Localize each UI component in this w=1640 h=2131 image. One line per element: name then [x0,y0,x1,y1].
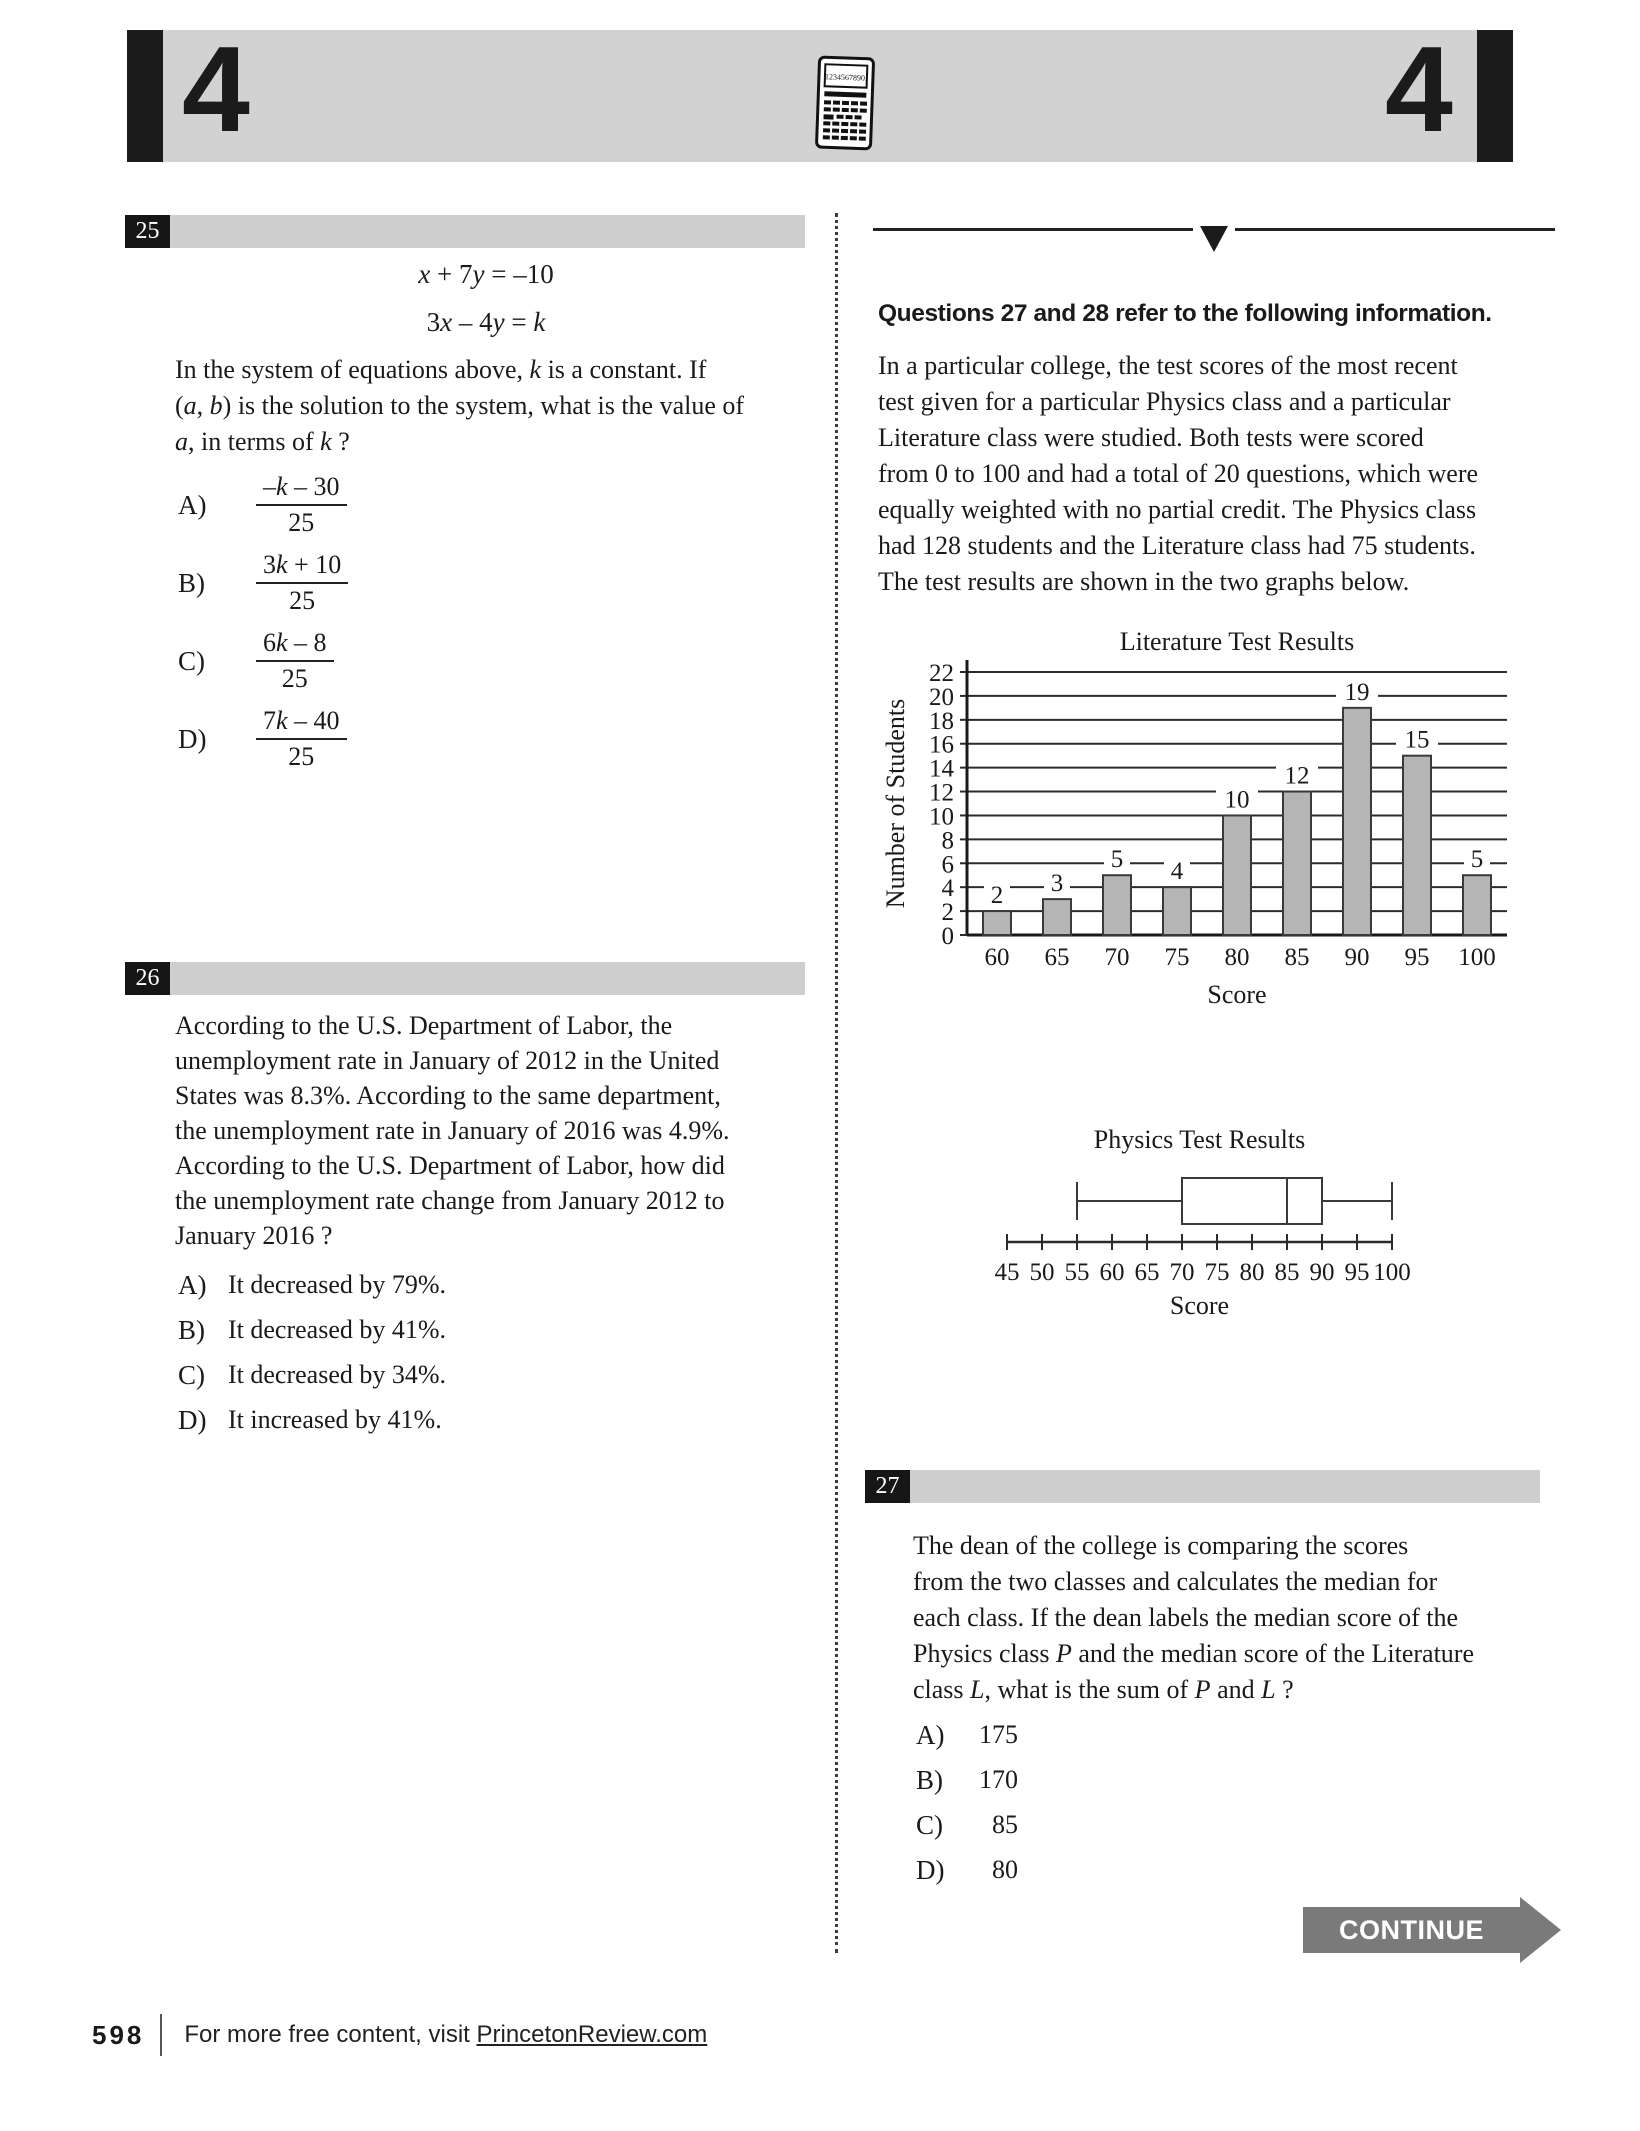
choice-26-a [178,1272,446,1298]
fraction-denominator: 25 [256,504,347,538]
svg-text:70: 70 [1169,1259,1195,1286]
fraction-numerator: –k – 30 [263,472,340,501]
info-block-heading: Questions 27 and 28 refer to the following information. [878,300,1492,327]
choice-27-b [916,1767,1018,1793]
choice-letter: B) [916,1765,943,1795]
choice-letter: C) [178,645,205,676]
fraction [256,472,347,538]
choice-letter: A) [916,1720,945,1750]
fraction [256,706,347,772]
svg-text:85: 85 [1274,1259,1300,1286]
svg-text:10: 10 [1224,786,1250,814]
column-divider [835,213,838,1953]
choice-26-d [178,1407,446,1433]
choice-25-b [178,550,348,616]
svg-text:45: 45 [994,1259,1020,1286]
svg-text:8: 8 [941,827,954,855]
svg-text:14: 14 [929,755,954,783]
fraction [256,550,348,616]
svg-text:16: 16 [929,731,954,759]
svg-text:Literature Test Results: Literature Test Results [1119,627,1355,656]
continue-label: CONTINUE [1303,1907,1520,1953]
choice-letter: C) [178,1360,205,1390]
question-25-equations [175,258,797,338]
question-26-number: 26 [125,962,170,995]
equation-1: x + 7y = –10 [418,259,554,289]
physics-test-results-boxplot [880,1112,1540,1332]
question-25-number: 25 [125,215,170,248]
question-27-choices [916,1722,1018,1902]
svg-text:4: 4 [1170,858,1184,886]
calculator-icon [813,55,878,153]
section-divider-arrow-icon [1200,226,1228,252]
literature-test-results-chart [880,612,1540,1015]
literature-chart-svg [880,612,1540,1010]
princeton-review-link[interactable]: PrincetonReview.com [476,2021,708,2048]
svg-text:Physics Test Results: Physics Test Results [1093,1125,1306,1154]
question-27-number: 27 [865,1470,910,1503]
choice-text: 170 [979,1765,1018,1794]
svg-text:95: 95 [1404,944,1430,971]
svg-text:Number of Students: Number of Students [881,698,910,909]
fraction-numerator: 3k + 10 [263,550,342,579]
header-right-black-bar [1477,30,1513,162]
svg-text:Score: Score [1207,980,1267,1009]
continue-button[interactable] [1303,1897,1560,1963]
svg-text:20: 20 [929,683,954,711]
svg-text:55: 55 [1064,1259,1090,1286]
question-27-header-bar [865,1470,1540,1503]
choice-letter: B) [178,567,205,598]
fraction-denominator: 25 [256,660,334,694]
choice-26-c [178,1362,446,1388]
choice-27-a [916,1722,1018,1748]
choice-text: It decreased by 34%. [228,1360,447,1389]
svg-text:90: 90 [1344,944,1370,971]
choice-27-c [916,1812,1018,1838]
choice-letter: D) [178,723,207,754]
svg-text:4: 4 [941,875,954,903]
choice-25-d [178,706,348,772]
question-25-header-bar [125,215,805,248]
section-rule-left [873,228,1193,231]
svg-text:65: 65 [1044,944,1070,971]
choice-text: It decreased by 41%. [228,1315,447,1344]
svg-text:19: 19 [1344,678,1370,706]
footer-text-prefix: For more free content, visit [184,2021,477,2048]
choice-letter: A) [178,1270,207,1300]
fraction [256,628,334,694]
svg-text:15: 15 [1404,726,1430,754]
choice-letter: C) [916,1810,943,1840]
question-26-header-bar [125,962,805,995]
choice-letter: B) [178,1315,205,1345]
svg-text:Score: Score [1169,1291,1230,1320]
svg-text:75: 75 [1164,944,1190,971]
svg-text:22: 22 [929,660,954,687]
choice-text: 175 [979,1720,1018,1749]
svg-text:100: 100 [1373,1259,1411,1286]
svg-text:12: 12 [929,779,954,807]
fraction-numerator: 7k – 40 [263,706,340,735]
fraction-numerator: 6k – 8 [263,628,327,657]
svg-text:60: 60 [984,944,1010,971]
equation-2: 3x – 4y = k [426,307,546,337]
choice-letter: D) [916,1855,945,1885]
svg-text:80: 80 [1239,1259,1265,1286]
question-26-choices [178,1272,446,1452]
fraction-denominator: 25 [256,582,348,616]
svg-text:100: 100 [1458,944,1496,971]
svg-text:90: 90 [1309,1259,1335,1286]
question-25-text: In the system of equations above, k is a constant. If (a, b) is the solution to the system, what is the value of a, in terms of k ? [175,355,745,456]
choice-letter: D) [178,1405,207,1435]
choice-text: It increased by 41%. [228,1405,442,1434]
question-26-text: According to the U.S. Department of Labor, the unemployment rate in January of 2012 in the United States was 8.3%. According to the same department, the unemployment rate in January of 2016 was 4.9%. According to the U.S. Department of Labor, how did the unemployment rate change from January 2012 to January 2016 ? [175,1011,730,1250]
continue-arrow-icon [1520,1897,1561,1963]
physics-boxplot-svg [880,1112,1540,1327]
calculator-display: 1234567890. [824,72,868,83]
svg-text:5: 5 [1110,846,1124,874]
choice-27-d [916,1857,1018,1883]
svg-text:10: 10 [929,803,954,831]
svg-text:2: 2 [941,899,954,927]
choice-letter: A) [178,489,207,520]
svg-text:95: 95 [1344,1259,1370,1286]
svg-text:2: 2 [990,882,1004,910]
svg-text:0: 0 [941,923,954,950]
choice-text: 85 [992,1810,1018,1839]
section-number-left: 4 [182,21,250,157]
choice-text: 80 [992,1855,1018,1884]
choice-26-b [178,1317,446,1343]
question-27-text: The dean of the college is comparing the scores from the two classes and calculates the median for each class. If the dean labels the median score of the Physics class P and the median score of the Literature class L, what is the sum of P and L ? [913,1531,1474,1704]
svg-text:6: 6 [941,851,954,879]
svg-text:65: 65 [1134,1259,1160,1286]
footer-text [184,2021,707,2049]
choice-25-a [178,472,348,538]
header-left-black-bar [127,30,163,162]
section-number-right: 4 [1385,21,1453,157]
svg-text:50: 50 [1029,1259,1055,1286]
page-number: 598 [92,2019,145,2050]
svg-text:5: 5 [1470,846,1484,874]
svg-text:75: 75 [1204,1259,1230,1286]
page-footer [92,2014,707,2056]
header-band [127,21,1513,162]
svg-text:3: 3 [1050,870,1064,898]
info-block-text: In a particular college, the test scores of the most recent test given for a particular Physics class and a particular Literature class were studied. Both tests were scored from 0 to 100 and had a total of 20 questions, which were equally weighted with no partial credit. The Physics class had 128 students and the Literature class had 75 students. The test results are shown in the two graphs below. [878,351,1479,596]
svg-text:80: 80 [1224,944,1250,971]
choice-25-c [178,628,348,694]
choice-text: It decreased by 79%. [228,1270,447,1299]
svg-text:12: 12 [1284,762,1310,790]
section-rule-right [1235,228,1555,231]
svg-text:18: 18 [929,707,954,735]
question-25-choices [178,472,348,784]
svg-text:60: 60 [1099,1259,1125,1286]
svg-text:85: 85 [1284,944,1310,971]
svg-text:70: 70 [1104,944,1130,971]
footer-separator [160,2014,162,2056]
fraction-denominator: 25 [256,738,347,772]
